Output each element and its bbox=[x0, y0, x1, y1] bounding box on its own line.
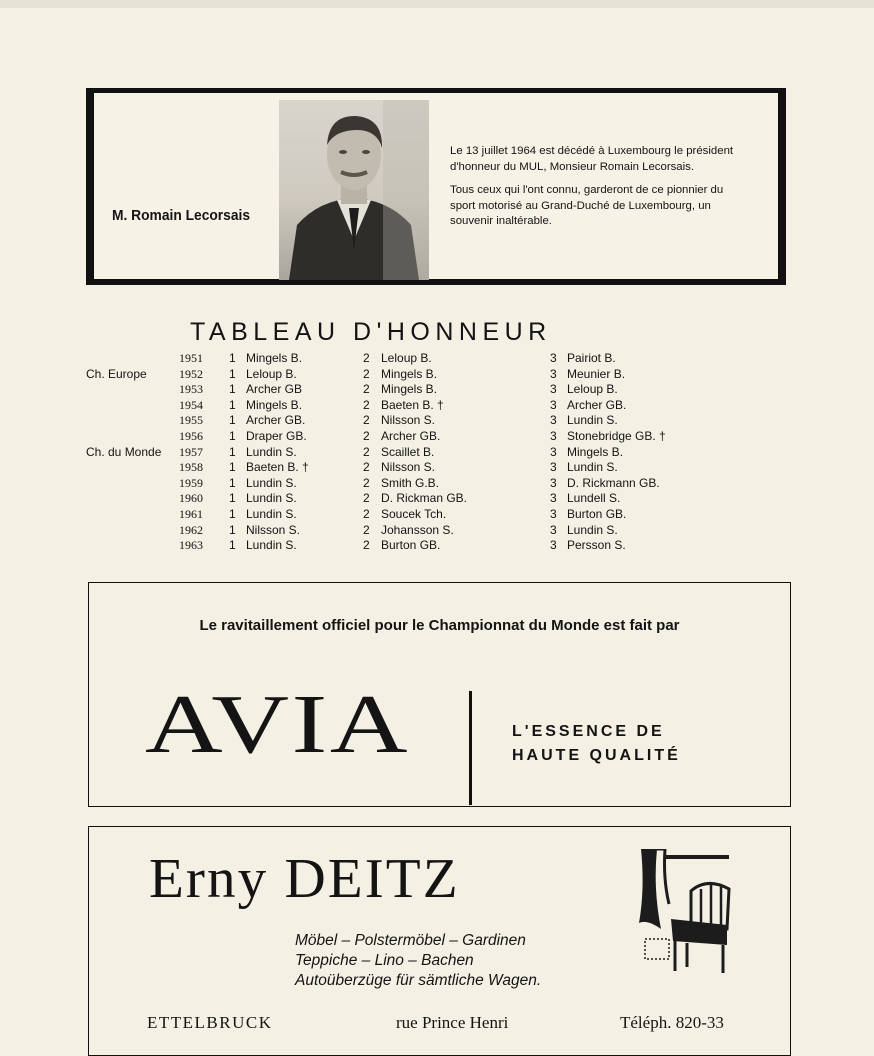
table-row bbox=[0, 398, 874, 414]
table-row bbox=[0, 351, 874, 367]
cell-p3: 3 bbox=[550, 538, 557, 553]
border-right bbox=[778, 90, 784, 283]
table-row bbox=[0, 538, 874, 554]
cell-n1: Baeten B. † bbox=[246, 460, 309, 475]
cell-p2: 2 bbox=[363, 507, 370, 521]
cell-n2: Leloup B. bbox=[381, 351, 432, 365]
cell-p1: 1 bbox=[229, 429, 236, 443]
page-edge bbox=[0, 0, 874, 8]
cell-n1: Lundin S. bbox=[246, 538, 297, 553]
cell-n1: Mingels B. bbox=[246, 351, 303, 365]
cell-p2: 2 bbox=[363, 538, 370, 553]
cell-n3: Persson S. bbox=[567, 538, 626, 553]
cell-p2: 2 bbox=[363, 491, 370, 506]
avia-advertisement bbox=[88, 582, 791, 807]
cell-n1: Mingels B. bbox=[246, 397, 303, 412]
cell-n2: Baeten B. † bbox=[381, 397, 444, 412]
cell-n2: Nilsson S. bbox=[381, 413, 436, 428]
border-top bbox=[88, 90, 784, 93]
table-row bbox=[0, 460, 874, 476]
deitz-phone: Téléph. 820-33 bbox=[620, 1013, 724, 1032]
avia-tagline bbox=[512, 720, 681, 768]
cell-n1: Lundin S. bbox=[246, 491, 297, 506]
cell-p3: 3 bbox=[550, 351, 557, 365]
avia-tagline-2: HAUTE QUALITÉ bbox=[512, 747, 681, 764]
cell-n1: Draper GB. bbox=[246, 429, 307, 443]
cell-p2: 2 bbox=[363, 351, 370, 365]
table-row bbox=[0, 367, 874, 383]
obituary-name: M. Romain Lecorsais bbox=[112, 207, 251, 224]
cell-p2: 2 bbox=[363, 366, 370, 381]
cell-label: Ch. du Monde bbox=[86, 444, 162, 459]
cell-year: 1963 bbox=[179, 538, 203, 553]
table-row bbox=[0, 382, 874, 398]
avia-headline: Le ravitaillement officiel pour le Championnat du Monde est fait par bbox=[199, 617, 680, 634]
avia-logo: AVIA bbox=[145, 678, 411, 771]
cell-p1: 1 bbox=[229, 460, 236, 475]
cell-p2: 2 bbox=[363, 429, 370, 443]
cell-p3: 3 bbox=[550, 475, 557, 490]
cell-n3: Lundin S. bbox=[567, 413, 618, 428]
cell-n2: Soucek Tch. bbox=[381, 507, 447, 521]
cell-p2: 2 bbox=[363, 475, 370, 490]
cell-year: 1961 bbox=[179, 507, 203, 521]
table-row bbox=[0, 429, 874, 445]
cell-p1: 1 bbox=[229, 382, 236, 397]
cell-p1: 1 bbox=[229, 444, 236, 459]
cell-n3: Lundin S. bbox=[567, 460, 618, 475]
cell-n3: Pairiot B. bbox=[567, 351, 616, 365]
cell-p3: 3 bbox=[550, 429, 557, 443]
cell-p1: 1 bbox=[229, 366, 236, 381]
cell-year: 1956 bbox=[179, 429, 203, 443]
cell-year: 1954 bbox=[179, 397, 203, 412]
cell-p3: 3 bbox=[550, 397, 557, 412]
avia-divider bbox=[469, 691, 472, 805]
deitz-town: ETTELBRUCK bbox=[147, 1013, 273, 1032]
cell-n3: Lundell S. bbox=[567, 491, 621, 506]
table-row bbox=[0, 523, 874, 539]
cell-year: 1953 bbox=[179, 382, 203, 397]
cell-n3: Lundin S. bbox=[567, 522, 618, 537]
table-row bbox=[0, 445, 874, 461]
cell-p3: 3 bbox=[550, 460, 557, 475]
cell-p2: 2 bbox=[363, 444, 370, 459]
deitz-line-2: Teppiche – Lino – Bachen bbox=[295, 952, 474, 969]
deitz-street: rue Prince Henri bbox=[396, 1013, 509, 1032]
cell-year: 1952 bbox=[179, 366, 203, 381]
deitz-advertisement bbox=[88, 826, 791, 1056]
cell-p3: 3 bbox=[550, 413, 557, 428]
cell-n2: Burton GB. bbox=[381, 538, 441, 553]
cell-p2: 2 bbox=[363, 413, 370, 428]
cell-n1: Archer GB. bbox=[246, 413, 306, 428]
obituary-paragraph-1: Le 13 juillet 1964 est décédé à Luxembourg le président d'honneur du MUL, Monsieur Romain Lecorsais. bbox=[450, 145, 734, 173]
portrait-photo bbox=[279, 100, 429, 280]
obituary-paragraph-2: Tous ceux qui l'ont connu, garderont de ce pionnier du sport motorisé au Grand-Duché de Luxembourg, un souvenir inaltérable. bbox=[450, 184, 724, 227]
cell-n1: Lundin S. bbox=[246, 444, 297, 459]
deitz-products bbox=[295, 931, 541, 991]
avia-tagline-1: L'ESSENCE DE bbox=[512, 723, 665, 740]
obituary-box bbox=[86, 88, 786, 285]
cell-p3: 3 bbox=[550, 366, 557, 381]
table-row bbox=[0, 413, 874, 429]
cell-n3: Burton GB. bbox=[567, 507, 627, 521]
cell-n1: Lundin S. bbox=[246, 475, 297, 490]
armchair-curtain-icon bbox=[635, 849, 735, 977]
cell-p2: 2 bbox=[363, 460, 370, 475]
table-row bbox=[0, 491, 874, 507]
cell-p3: 3 bbox=[550, 444, 557, 459]
cell-p2: 2 bbox=[363, 382, 370, 397]
cell-n2: Mingels B. bbox=[381, 382, 438, 397]
cell-label: Ch. Europe bbox=[86, 366, 147, 381]
cell-p1: 1 bbox=[229, 475, 236, 490]
cell-p1: 1 bbox=[229, 507, 236, 521]
cell-p1: 1 bbox=[229, 491, 236, 506]
cell-n2: D. Rickman GB. bbox=[381, 491, 468, 506]
cell-p2: 2 bbox=[363, 397, 370, 412]
deitz-line-1: Möbel – Polstermöbel – Gardinen bbox=[295, 932, 526, 949]
cell-p1: 1 bbox=[229, 413, 236, 428]
cell-n3: Leloup B. bbox=[567, 382, 618, 397]
cell-year: 1957 bbox=[179, 444, 203, 459]
deitz-line-3: Autoüberzüge für sämtliche Wagen. bbox=[295, 972, 542, 989]
table-row bbox=[0, 476, 874, 492]
cell-year: 1958 bbox=[179, 460, 203, 475]
border-bottom bbox=[88, 279, 784, 283]
cell-n1: Lundin S. bbox=[246, 507, 297, 521]
cell-p1: 1 bbox=[229, 522, 236, 537]
obituary-text bbox=[450, 144, 750, 238]
cell-n1: Leloup B. bbox=[246, 366, 297, 381]
cell-n2: Mingels B. bbox=[381, 366, 438, 381]
cell-n3: Mingels B. bbox=[567, 444, 624, 459]
border-left bbox=[88, 90, 94, 283]
tableau-title: TABLEAU D'HONNEUR bbox=[190, 318, 552, 346]
cell-n1: Archer GB bbox=[246, 382, 303, 397]
cell-year: 1951 bbox=[179, 351, 203, 365]
cell-p2: 2 bbox=[363, 522, 370, 537]
portrait-illustration bbox=[279, 100, 429, 280]
cell-n2: Archer GB. bbox=[381, 429, 441, 443]
cell-p3: 3 bbox=[550, 382, 557, 397]
cell-year: 1960 bbox=[179, 491, 203, 506]
cell-n3: Stonebridge GB. † bbox=[567, 429, 666, 443]
cell-n2: Smith G.B. bbox=[381, 475, 440, 490]
cell-p1: 1 bbox=[229, 538, 236, 553]
cell-year: 1962 bbox=[179, 522, 203, 537]
deitz-name: Erny DEITZ bbox=[149, 848, 460, 910]
cell-n2: Johansson S. bbox=[381, 522, 454, 537]
cell-year: 1959 bbox=[179, 475, 203, 490]
cell-n2: Scaillet B. bbox=[381, 444, 435, 459]
cell-p3: 3 bbox=[550, 491, 557, 506]
table-row bbox=[0, 507, 874, 523]
cell-p3: 3 bbox=[550, 507, 557, 521]
cell-n3: Meunier B. bbox=[567, 366, 626, 381]
cell-year: 1955 bbox=[179, 413, 203, 428]
cell-p3: 3 bbox=[550, 522, 557, 537]
cell-n2: Nilsson S. bbox=[381, 460, 436, 475]
cell-n3: Archer GB. bbox=[567, 397, 627, 412]
cell-n1: Nilsson S. bbox=[246, 522, 301, 537]
cell-p1: 1 bbox=[229, 397, 236, 412]
cell-n3: D. Rickmann GB. bbox=[567, 475, 660, 490]
cell-p1: 1 bbox=[229, 351, 236, 365]
